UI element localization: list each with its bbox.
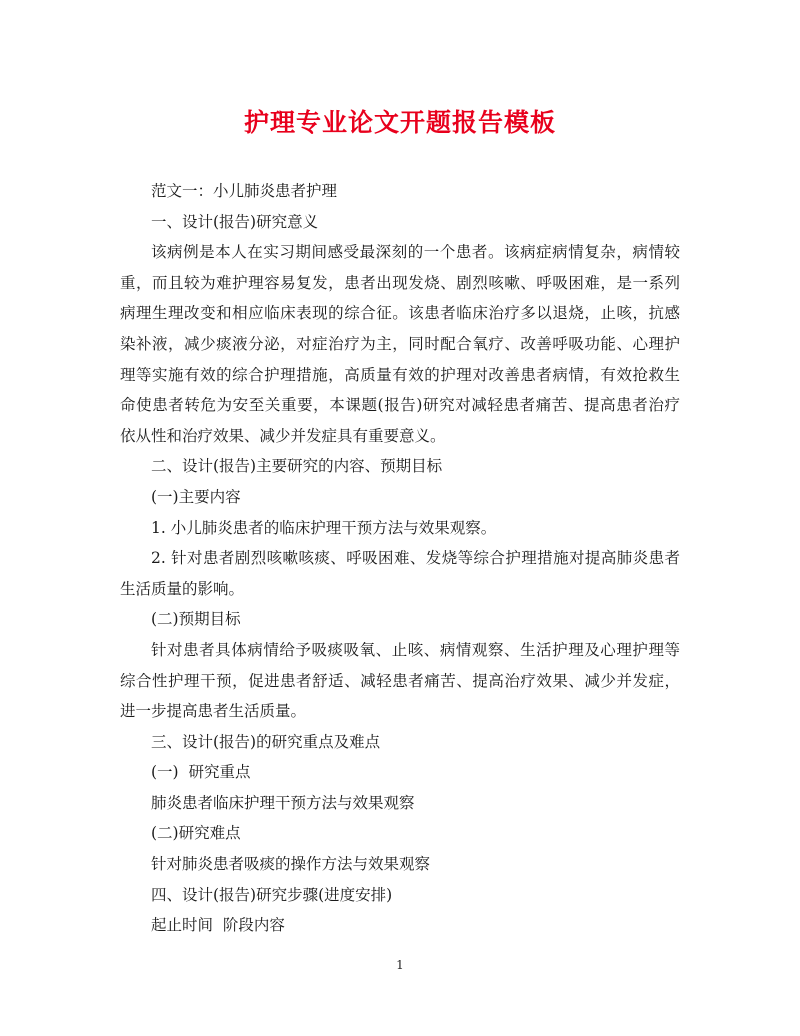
list-item: 1. 小儿肺炎患者的临床护理干预方法与效果观察。 — [151, 518, 497, 537]
paragraph-line: 该病例是本人在实习期间感受最深刻的一个患者。该病症病情复杂，病情较 — [151, 243, 680, 262]
paragraph-line: 病理生理改变和相应临床表现的综合征。该患者临床治疗多以退烧，止咳，抗感 — [120, 304, 680, 323]
paragraph-line: 起止时间 阶段内容 — [151, 916, 285, 935]
section-heading: 四、设计(报告)研究步骤(进度安排) — [151, 885, 393, 904]
paragraph-line: 理等实施有效的综合护理措施，高质量有效的护理对改善患者病情，有效抢救生 — [120, 365, 680, 384]
paragraph-line: 肺炎患者临床护理干预方法与效果观察 — [151, 793, 415, 812]
paragraph-line: 重，而且较为难护理容易复发，患者出现发烧、剧烈咳嗽、呼吸困难，是一系列 — [120, 273, 680, 292]
subsection-heading: (二)预期目标 — [151, 610, 241, 629]
paragraph-line: 针对患者具体病情给予吸痰吸氧、止咳、病情观察、生活护理及心理护理等 — [151, 640, 680, 659]
subsection-heading: (一)主要内容 — [151, 487, 241, 506]
section-heading: 一、设计(报告)研究意义 — [151, 212, 319, 231]
subsection-heading: (一) 研究重点 — [151, 763, 251, 782]
paragraph-line: 依从性和治疗效果、减少并发症具有重要意义。 — [120, 426, 446, 445]
list-item: 2. 针对患者剧烈咳嗽咳痰、呼吸困难、发烧等综合护理措施对提高肺炎患者 — [151, 549, 680, 568]
section-heading: 二、设计(报告)主要研究的内容、预期目标 — [151, 457, 443, 476]
paragraph-line: 进一步提高患者生活质量。 — [120, 702, 307, 721]
paragraph-line: 染补液，减少痰液分泌，对症治疗为主，同时配合氧疗、改善呼吸功能、心理护 — [120, 334, 680, 353]
page-number: 1 — [396, 958, 404, 972]
paragraph-line: 命使患者转危为安至关重要，本课题(报告)研究对减轻患者痛苦、提高患者治疗 — [120, 396, 680, 415]
document-body — [120, 176, 680, 941]
paragraph-line: 范文一：小儿肺炎患者护理 — [151, 182, 338, 200]
document-title: 护理专业论文开题报告模板 — [243, 108, 556, 137]
subsection-heading: (二)研究难点 — [151, 824, 241, 843]
list-item-continuation: 生活质量的影响。 — [120, 579, 245, 598]
section-heading: 三、设计(报告)的研究重点及难点 — [151, 732, 381, 751]
paragraph-line: 针对肺炎患者吸痰的操作方法与效果观察 — [151, 855, 431, 874]
paragraph-line: 综合性护理干预，促进患者舒适、减轻患者痛苦、提高治疗效果、减少并发症， — [120, 671, 680, 690]
